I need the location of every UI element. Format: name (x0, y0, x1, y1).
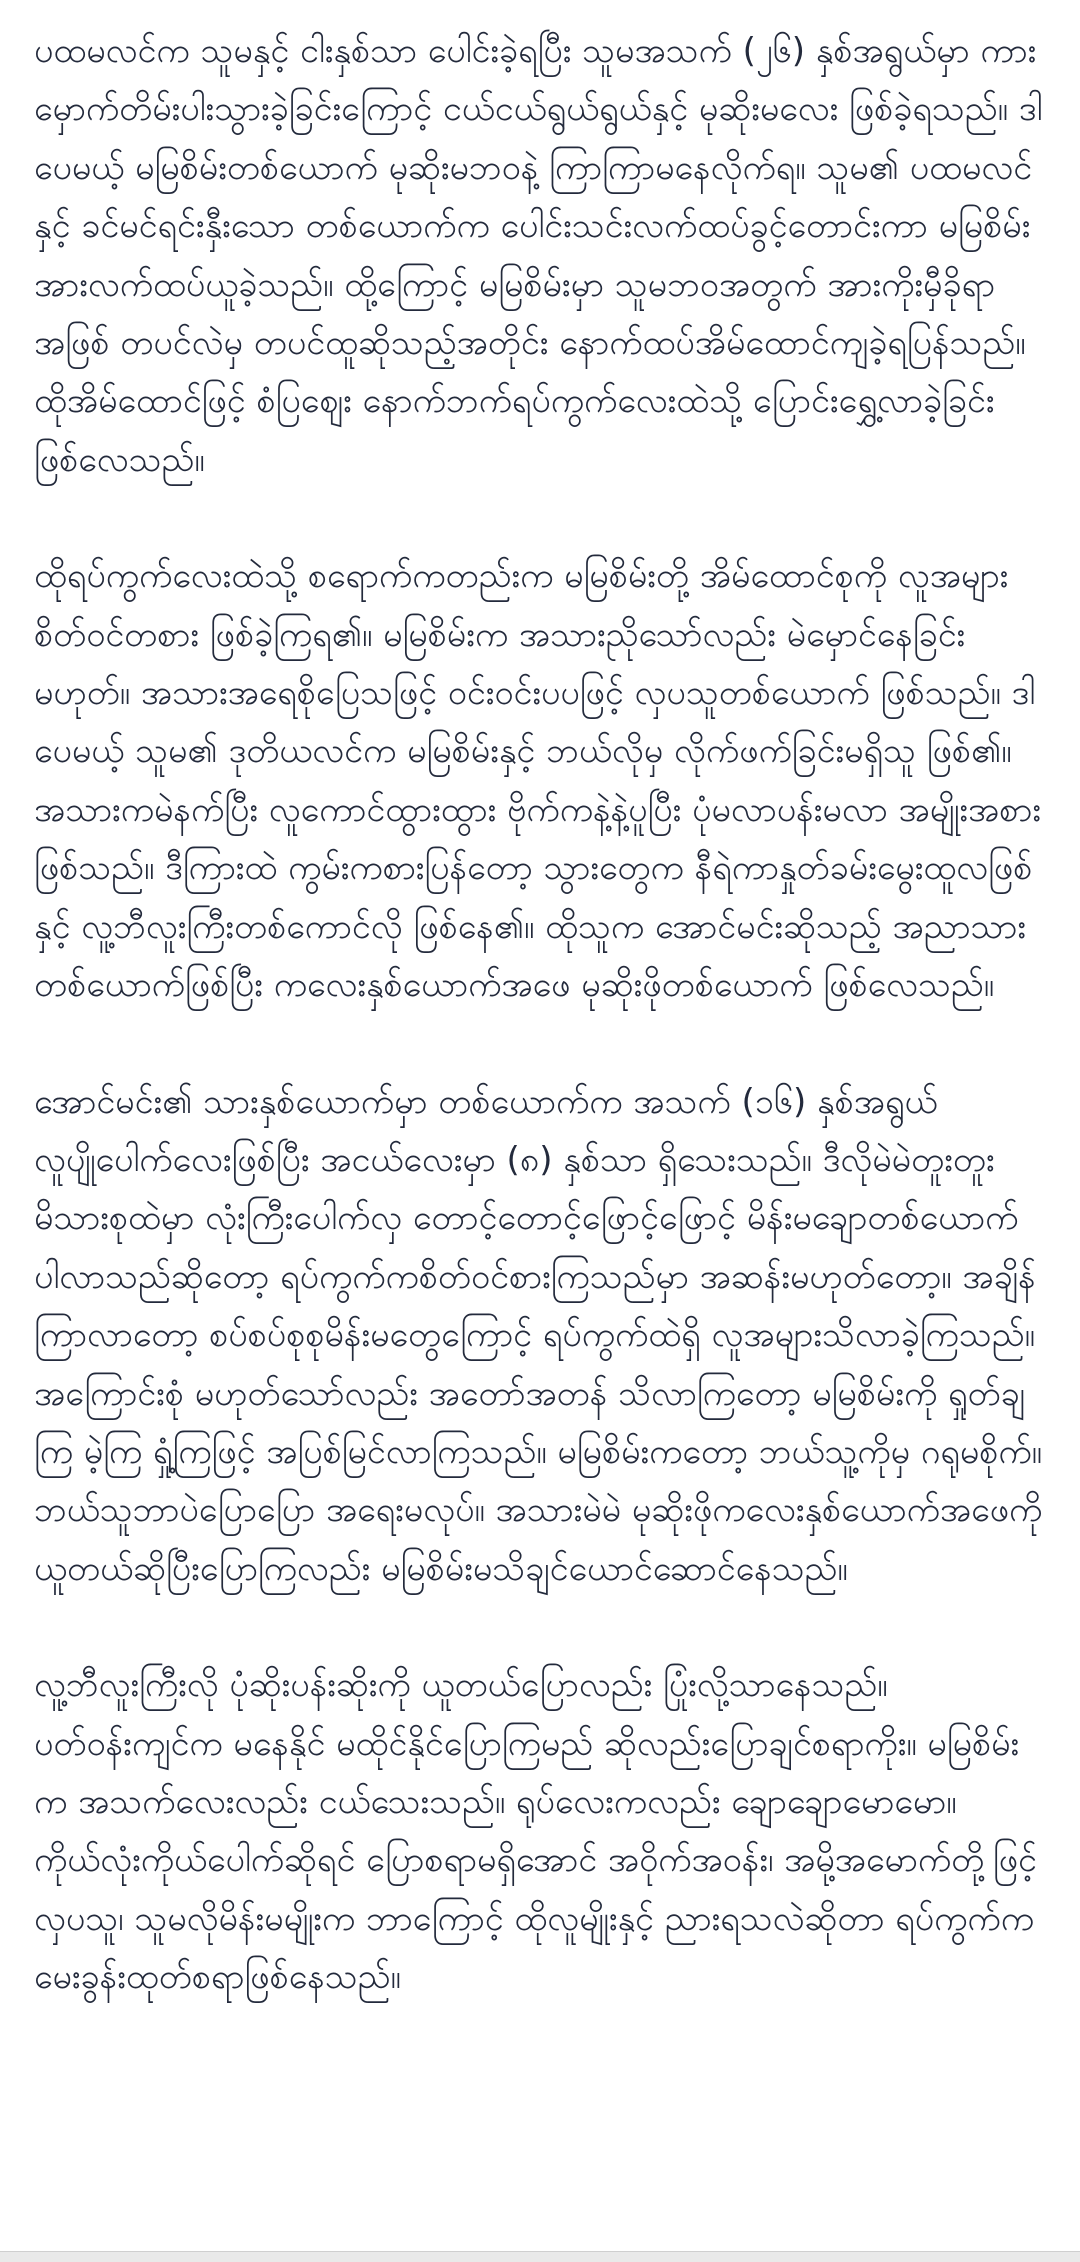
article-paragraph-1: ပထမလင်က သူမနှင့် ငါးနှစ်သာ ပေါင်းခဲ့ရပြီး သူမအသက် (၂၆) နှစ်အရွယ်မှာ ကားမှောက်တိမ်းပါးသွားခဲ့ခြင်းကြောင့် ငယ်ငယ်ရွယ်ရွယ်နှင့် မုဆိုးမလေး ဖြစ်ခဲ့ရသည်။ ဒါပေမယ့် မမြစိမ်းတစ်ယောက် မုဆိုးမဘဝနဲ့ ကြာကြာမနေလိုက်ရ။ သူမ၏ ပထမလင်နှင့် ခင်မင်ရင်းနှီးသော တစ်ယောက်က ပေါင်းသင်းလက်ထပ်ခွင့်တောင်းကာ မမြစိမ်းအားလက်ထပ်ယူခဲ့သည်။ ထို့ကြောင့် မမြစိမ်းမှာ သူမဘဝအတွက် အားကိုးမှီခိုရာအဖြစ် တပင်လဲမှ တပင်ထူဆိုသည့်အတိုင်း နောက်ထပ်အိမ်ထောင်ကျခဲ့ရပြန်သည်။ ထိုအိမ်ထောင်ဖြင့် စံပြဈေး နောက်ဘက်ရပ်ကွက်လေးထဲသို့ ပြောင်းရွှေ့လာခဲ့ခြင်း ဖြစ်လေသည်။ (34, 31, 1043, 480)
article-paragraph-4: လူ့ဘီလူးကြီးလို ပုံဆိုးပန်းဆိုးကို ယူတယ်ပြောလည်း ပြုံးလို့သာနေသည်။ ပတ်ဝန်းကျင်က မနေနိုင် မထိုင်နိုင်ပြောကြမည် ဆိုလည်းပြောချင်စရာကိုး။ မမြစိမ်းက အသက်လေးလည်း ငယ်သေးသည်။ ရုပ်လေးကလည်း ချောချောမောမော။ ကိုယ်လုံးကိုယ်ပေါက်ဆိုရင် ပြောစရာမရှိအောင် အဝိုက်အဝန်း၊ အမို့အမောက်တို့ဖြင့် လှပသူ၊ သူမလိုမိန်းမမျိုးက ဘာကြောင့် ထိုလူမျိုးနှင့် ညားရသလဲဆိုတာ ရပ်ကွက်က မေးခွန်းထုတ်စရာဖြစ်နေသည်။ (34, 1665, 1037, 1998)
article-paragraph-2: ထိုရပ်ကွက်လေးထဲသို့ စရောက်ကတည်းက မမြစိမ်းတို့ အိမ်ထောင်စုကို လူအများ စိတ်ဝင်တစား ဖြစ်ခဲ့ကြရ၏။ မမြစိမ်းက အသားညိုသော်လည်း မဲမှောင်နေခြင်း မဟုတ်။ အသားအရေစိုပြေသဖြင့် ဝင်းဝင်းပပဖြင့် လှပသူတစ်ယောက် ဖြစ်သည်။ ဒါပေမယ့် သူမ၏ ဒုတိယလင်က မမြစိမ်းနှင့် ဘယ်လိုမှ လိုက်ဖက်ခြင်းမရှိသူ ဖြစ်၏။ အသားကမဲနက်ပြီး လူကောင်ထွားထွား ဗိုက်ကနဲ့နဲ့ပူပြီး ပုံမလာပန်းမလာ အမျိုးအစားဖြစ်သည်။ ဒီကြားထဲ ကွမ်းကစားပြန်တော့ သွားတွေက နီရဲကာနှုတ်ခမ်းမွေးထူလဖြစ်နှင့် လူ့ဘီလူးကြီးတစ်ကောင်လို ဖြစ်နေ၏။ ထိုသူက အောင်မင်းဆိုသည့် အညာသား တစ်ယောက်ဖြစ်ပြီး ကလေးနှစ်ယောက်အဖေ မုဆိုးဖိုတစ်ယောက် ဖြစ်လေသည်။ (34, 556, 1041, 1006)
article-paragraph-3: အောင်မင်း၏ သားနှစ်ယောက်မှာ တစ်ယောက်က အသက် (၁၆) နှစ်အရွယ် လူပျိုပေါက်လေးဖြစ်ပြီး အငယ်လေးမှာ (၈) နှစ်သာ ရှိသေးသည်။ ဒီလိုမဲမဲတူးတူး မိသားစုထဲမှာ လုံးကြီးပေါက်လှ တောင့်တောင့်ဖြောင့်ဖြောင့် မိန်းမချောတစ်ယောက် ပါလာသည်ဆိုတော့ ရပ်ကွက်ကစိတ်ဝင်စားကြသည်မှာ အဆန်းမဟုတ်တော့။ အချိန်ကြာလာတော့ စပ်စပ်စုစုမိန်းမတွေကြောင့် ရပ်ကွက်ထဲရှိ လူအများသိလာခဲ့ကြသည်။ အကြောင်းစုံ မဟုတ်သော်လည်း အတော်အတန် သိလာကြတော့ မမြစိမ်းကို ရှုတ်ချကြ မဲ့ကြ ရှုံ့ကြဖြင့် အပြစ်မြင်လာကြသည်။ မမြစိမ်းကတော့ ဘယ်သူ့ကိုမှ ဂရုမစိုက်။ ဘယ်သူဘာပဲပြောပြော အရေးမလုပ်။ အသားမဲမဲ မုဆိုးဖိုကလေးနှစ်ယောက်အဖေကို ယူတယ်ဆိုပြီးပြောကြလည်း မမြစိမ်းမသိချင်ယောင်ဆောင်နေသည်။ (34, 1081, 1043, 1589)
article-body (34, 22, 1044, 2007)
bottom-scroll-edge (0, 2251, 1080, 2262)
